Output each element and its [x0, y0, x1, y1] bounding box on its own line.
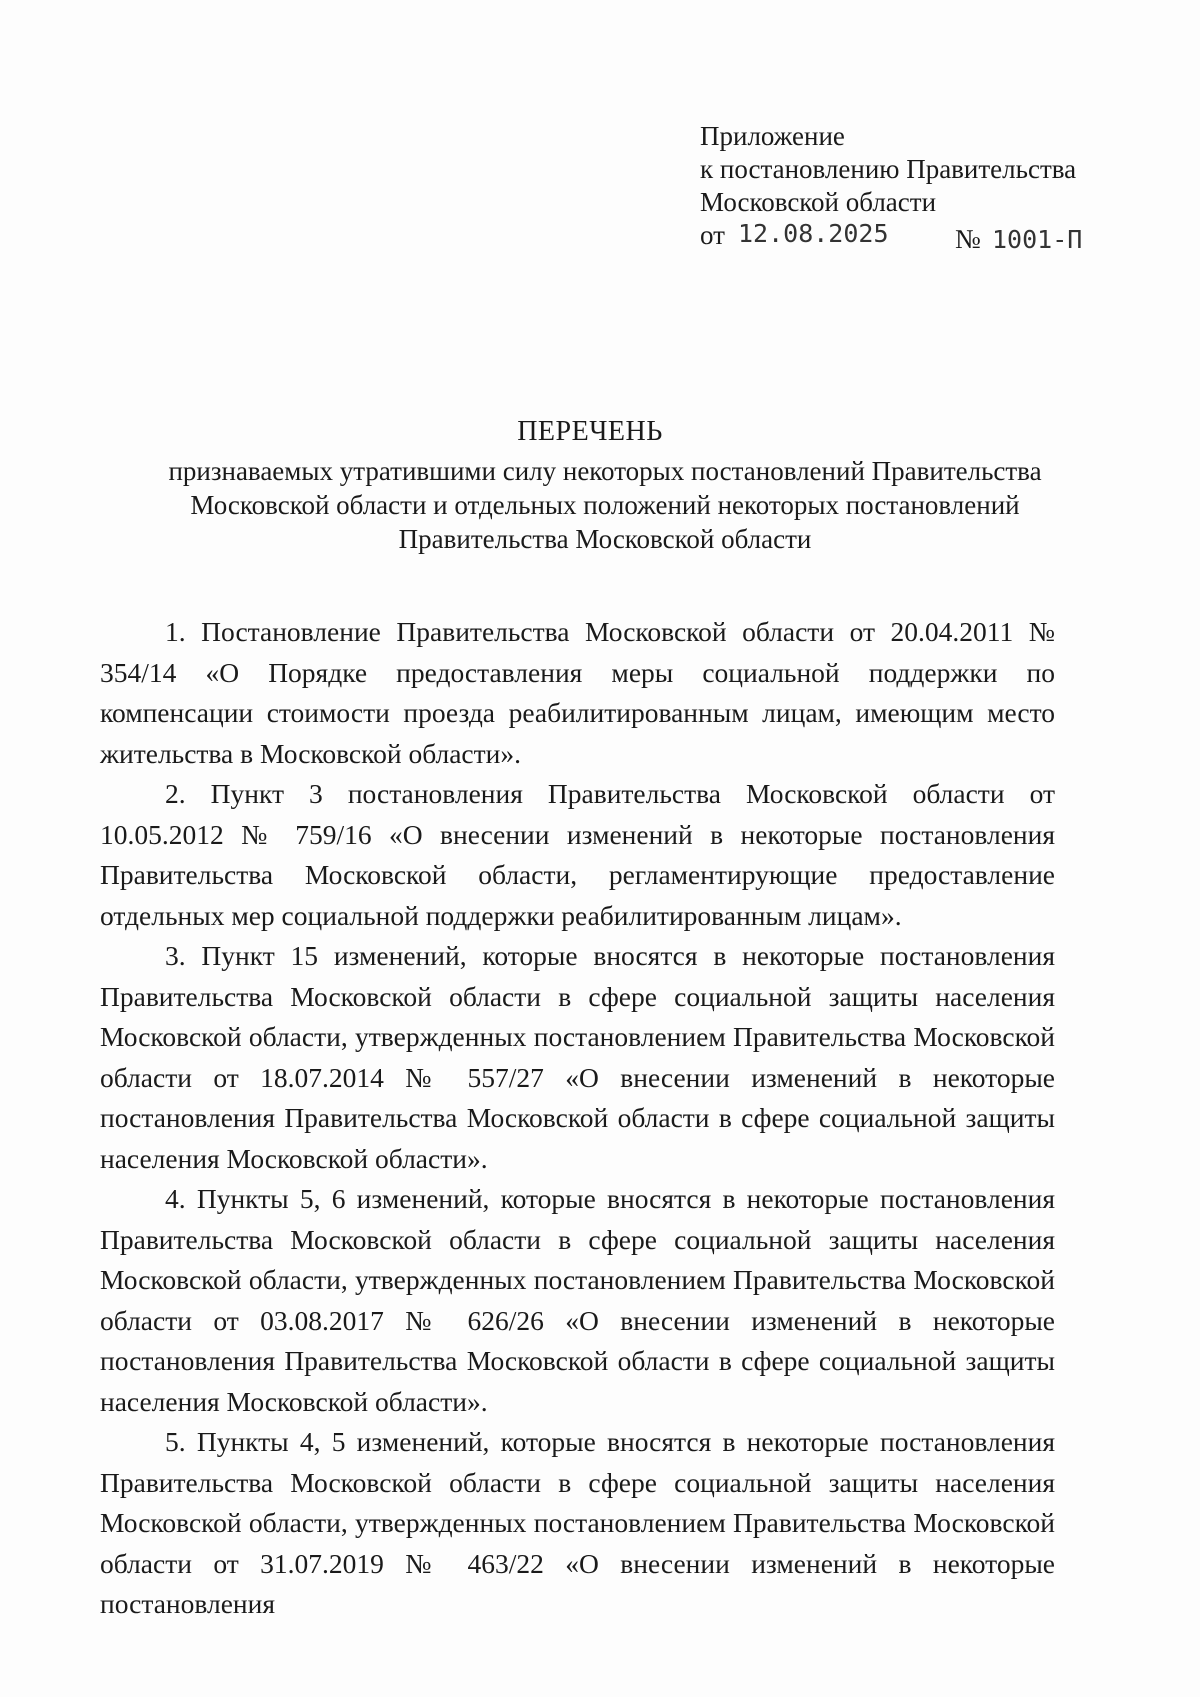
subtitle-line: Правительства Московской области — [398, 524, 812, 554]
subtitle-line: признаваемых утратившими силу некоторых постановлений Правительства — [168, 456, 1042, 486]
document-subtitle — [110, 454, 1100, 556]
document-number: 1001-П — [992, 225, 1083, 254]
appendix-region: Московской области — [700, 187, 937, 217]
item-text: Пункт 3 постановления Правительства Московской области от 10.05.2012 № 759/16 «О внесении изменений в некоторые постановления Правительства Московской области, регламентирующие предоставление отдельных мер социальной поддержки реабилитированным лицам». — [100, 778, 1055, 931]
appendix-date-row — [700, 219, 1100, 255]
item-number: 4. — [165, 1183, 186, 1214]
document-title: ПЕРЕЧЕНЬ — [517, 416, 663, 447]
document-body — [100, 612, 1055, 1625]
document-date: 12.08.2025 — [738, 219, 889, 248]
list-item — [100, 1422, 1055, 1625]
list-item — [100, 1179, 1055, 1422]
item-text: Постановление Правительства Московской области от 20.04.2011 № 354/14 «О Порядке предоставления меры социальной поддержки по компенсации стоимости проезда реабилитированным лицам, имеющим место жительства в Московской области». — [100, 616, 1055, 769]
number-sign: № — [955, 224, 981, 254]
appendix-block — [700, 120, 1100, 255]
list-item — [100, 774, 1055, 936]
item-text: Пункты 5, 6 изменений, которые вносятся в некоторые постановления Правительства Московской области в сфере социальной защиты населения Московской области, утвержденных постановлением Правительства Московской области от 03.08.2017 № 626/26 «О внесении изменений в некоторые постановления Правительства Московской области в сфере социальной защиты населения Московской области». — [100, 1183, 1055, 1417]
item-number: 1. — [165, 616, 186, 647]
item-text: Пункты 4, 5 изменений, которые вносятся в некоторые постановления Правительства Московской области в сфере социальной защиты населения Московской области, утвержденных постановлением Правительства Московской области от 31.07.2019 № 463/22 «О внесении изменений в некоторые постановления — [100, 1426, 1055, 1619]
subtitle-line: Московской области и отдельных положений некоторых постановлений — [190, 490, 1020, 520]
item-number: 3. — [165, 940, 186, 971]
list-item — [100, 936, 1055, 1179]
date-prefix: от — [700, 220, 725, 250]
appendix-reference: к постановлению Правительства — [700, 154, 1077, 184]
item-number: 2. — [165, 778, 186, 809]
item-number: 5. — [165, 1426, 186, 1457]
appendix-title: Приложение — [700, 121, 845, 151]
list-item — [100, 612, 1055, 774]
item-text: Пункт 15 изменений, которые вносятся в некоторые постановления Правительства Московской области в сфере социальной защиты населения Московской области, утвержденных постановлением Правительства Московской области от 18.07.2014 № 557/27 «О внесении изменений в некоторые постановления Правительства Московской области в сфере социальной защиты населения Московской области». — [100, 940, 1056, 1174]
